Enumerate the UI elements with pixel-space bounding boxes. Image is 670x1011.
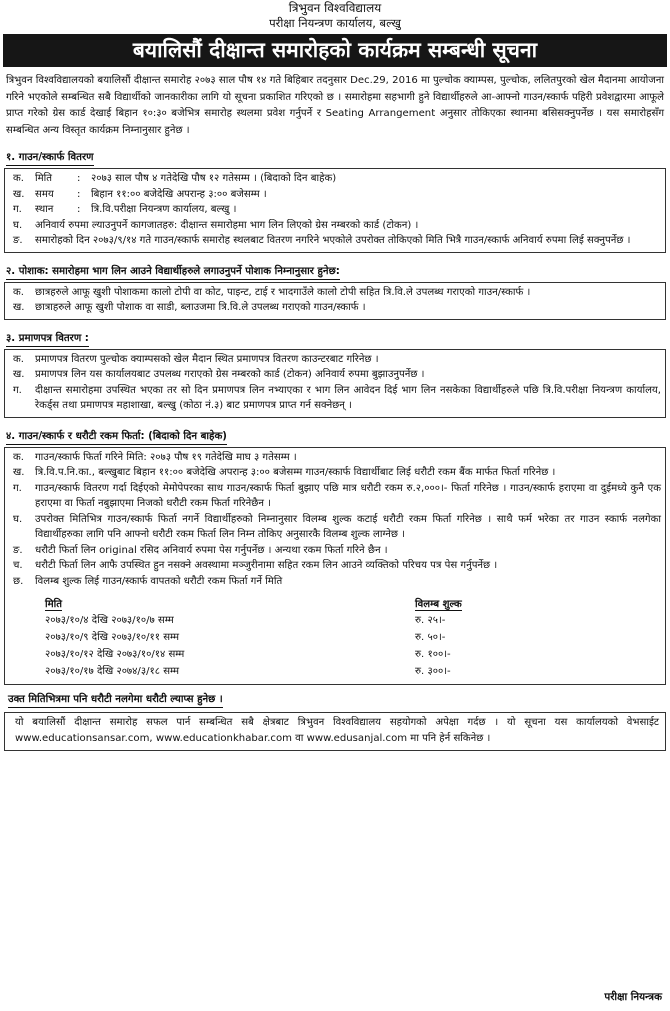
- item-text: त्रि.वि.प.नि.का., बल्खुबाट बिहान ११:०० बजेदेखि अपरान्ह ३:०० बजेसम्म गाउन/स्कार्फ विद्यार्थीबाट लिई धरौटी रकम बैंक मार्फत फिर्ता गरिनेछ ।: [35, 467, 556, 478]
- item-text: विलम्ब शुल्क लिई गाउन/स्कार्फ वापतको धरौटी रकम फिर्ता गर्ने मिति: [35, 575, 283, 587]
- item-marker: ख.: [13, 467, 25, 478]
- section-title: ३. प्रमाणपत्र वितरण :: [6, 332, 89, 347]
- item-marker: ङ.: [13, 235, 23, 246]
- list-item: [13, 481, 661, 512]
- section-gown-return-deposit: [0, 424, 670, 686]
- item-marker: ख.: [13, 302, 25, 313]
- item-marker: क.: [13, 353, 24, 365]
- item-marker: ङ.: [13, 544, 23, 556]
- list-item: [13, 383, 661, 414]
- list-item: [13, 233, 661, 249]
- item-text: गाउन/स्कार्फ वितरण गर्दा दिईएको मेमोपेपरका साथ गाउन/स्कार्फ फिर्ता बुझाए पछि मात्र धरौटी रकम रु.२,०००।- फिर्ता गरिनेछ । गाउन/स्कार्फ हराएमा वा दुईमध्ये कुनै एक हराएमा वा फिर्ता नबुझाएमा निजको धरौटी रकम फिर्ता गरिनेछैन ।: [35, 482, 661, 509]
- item-marker: घ.: [13, 219, 23, 231]
- deposit-lapse-warning: उक्त मितिभित्रमा पनि धरौटी नलगेमा धरौटी ल्याप्स हुनेछ ।: [8, 693, 223, 708]
- date-range-cell: २०७३/१०/४ देखि २०७३/१०/७ सम्म: [45, 615, 174, 626]
- table-header-row: [45, 597, 515, 612]
- table-row: [45, 663, 515, 680]
- item-text: दीक्षान्त समारोहमा उपस्थित भएका तर सो दिन प्रमाणपत्र लिन नभ्याएका र भाग लिन आवेदन दिई भाग लिन नसकेका विद्यार्थीहरुले पछि त्रि.वि.परीक्षा नियन्त्रण कार्यालय, रेकर्ड्स तथा प्रमाणपत्र महाशाखा, बल्खु (कोठा नं.३) बाट प्रमाणपत्र प्राप्त गर्न सक्नेछन् ।: [35, 384, 661, 411]
- table-row: [45, 646, 515, 663]
- university-name: त्रिभुवन विश्वविद्यालय: [288, 1, 382, 15]
- section-dress-code: [0, 259, 670, 320]
- item-label: स्थान: [35, 204, 54, 215]
- list-item: [13, 218, 661, 234]
- section-box: [4, 168, 666, 253]
- list-item: [13, 574, 661, 590]
- column-header-fee: विलम्ब शुल्क: [415, 599, 462, 610]
- list-item: क. मिति : २०७३ साल पौष ४ गतेदेखि पौष १२ गतेसम्म । (बिदाको दिन बाहेक): [13, 171, 661, 187]
- list-item: [13, 367, 661, 383]
- item-text: बिहान ११:०० बजेदेखि अपरान्ह ३:०० बजेसम्म ।: [91, 188, 267, 200]
- fee-cell: रु. ५०।-: [415, 632, 446, 643]
- item-text: अनिवार्य रुपमा ल्याउनुपर्ने कागजातहरु: दीक्षान्त समारोहमा भाग लिन लिएको ग्रेस नम्बरको कार्ड (टोकन) ।: [35, 219, 419, 231]
- item-marker: घ.: [13, 513, 23, 525]
- table-row: [45, 612, 515, 629]
- fee-cell: रु. १००।-: [415, 649, 451, 660]
- section-box: [4, 447, 666, 686]
- section-gown-distribution: [0, 145, 670, 253]
- item-marker: ग.: [13, 204, 22, 215]
- item-marker: ख.: [13, 188, 25, 200]
- date-range-cell: २०७३/१०/१७ देखि २०७४/३/१८ सम्म: [45, 666, 180, 677]
- item-marker: क.: [13, 451, 24, 463]
- item-text: समारोहको दिन २०७३/९/१४ गते गाउन/स्कार्फ समारोह स्थलबाट वितरण नगरिने भएकोले उपरोक्त तोकिएको मिति भित्रै गाउन/स्कार्फ अनिवार्य रुपमा लिई सक्नुपर्नेछ ।: [35, 235, 631, 246]
- intro-paragraph: त्रिभुवन विश्वविद्यालयको बयालिसौं दीक्षान्त समारोह २०७३ साल पौष १४ गते बिहिबार तदनुसार Dec.29, 2016 मा पुल्चोक क्याम्पस, पुल्चोक, ललितपुरको खेल मैदानमा आयोजना गरिने भएकोले सम्बन्धित सबै विद्यार्थीको जानकारीका लागि यो सूचना प्रकाशित गरिएको छ । समारोहमा सहभागी हुने विद्यार्थीहरुले आ-आफ्नो गाउन/स्कार्फ पहिरी प्रवेशद्वारमा आफूले प्राप्त गरेको ग्रेस कार्ड देखाई बिहान १०:३० बजेभित्र समारोह स्थलमा प्रवेश गर्नुपर्ने र Seating Arrangement अनुसार तोकिएका स्थानमा बसिसक्नुपर्नेछ । यस समारोहसँग सम्बन्धित अन्य विस्तृत कार्यक्रम निम्नानुसार हुनेछ ।: [6, 75, 664, 136]
- signatory-title: परीक्षा नियन्त्रक: [604, 991, 662, 1003]
- section-title: ४. गाउन/स्कार्फ र धरौटी रकम फिर्ता: (बिदाको दिन बाहेक): [6, 430, 227, 445]
- section-box: [4, 282, 666, 320]
- list-item: [13, 512, 661, 543]
- item-text: धरौटी फिर्ता लिन original रसिद अनिवार्य रुपमा पेस गर्नुपर्नेछ । अन्यथा रकम फिर्ता गरिने छैन ।: [35, 544, 388, 556]
- item-marker: छ.: [13, 575, 24, 587]
- item-marker: ग.: [13, 384, 22, 396]
- list-item: [13, 465, 661, 481]
- late-fee-table: [45, 597, 515, 680]
- office-name: परीक्षा नियन्त्रण कार्यालय, बल्खु: [269, 16, 401, 30]
- list-item: ग. स्थान : त्रि.वि.परीक्षा नियन्त्रण कार्यालय, बल्खु ।: [13, 202, 661, 218]
- item-marker: ख.: [13, 369, 25, 380]
- item-text: छात्रहरुले आफू खुशी पोशाकमा कालो टोपी वा कोट, पाइन्ट, टाई र भादगाउँले कालो टोपी सहित त्रि.वि.ले उपलब्ध गराएको गाउन/स्कार्फ ।: [35, 286, 531, 298]
- list-item: [13, 300, 661, 316]
- item-marker: च.: [13, 560, 23, 571]
- item-label: समय: [35, 188, 54, 200]
- list-item: [13, 352, 661, 368]
- item-marker: क.: [13, 286, 24, 298]
- item-text: त्रि.वि.परीक्षा नियन्त्रण कार्यालय, बल्खु ।: [91, 204, 237, 215]
- notice-title-banner: बयालिसौं दीक्षान्त समारोहको कार्यक्रम सम्बन्धी सूचना: [3, 34, 667, 67]
- list-item: ख. समय : बिहान ११:०० बजेदेखि अपरान्ह ३:०० बजेसम्म ।: [13, 187, 661, 203]
- item-text: धरौटी फिर्ता लिन आफै उपस्थित हुन नसक्ने अवस्थामा मञ्जुरीनामा सहित रकम लिन आउने व्यक्तिको परिचय पत्र पेस गर्नुपर्नेछ ।: [35, 560, 498, 571]
- list-item: [13, 285, 661, 301]
- item-text: प्रमाणपत्र वितरण पुल्चोक क्याम्पसको खेल मैदान स्थित प्रमाणपत्र वितरण काउन्टरबाट गरिनेछ ।: [35, 353, 379, 365]
- section-certificate-distribution: [0, 326, 670, 418]
- item-label: मिति: [35, 173, 53, 184]
- item-text: २०७३ साल पौष ४ गतेदेखि पौष १२ गतेसम्म । (बिदाको दिन बाहेक): [91, 173, 337, 184]
- date-range-cell: २०७३/१०/९ देखि २०७३/१०/११ सम्म: [45, 632, 180, 643]
- column-header-date: मिति: [45, 599, 63, 610]
- closing-note: यो बयालिसौं दीक्षान्त समारोह सफल पार्न सम्बन्धित सबै क्षेत्रबाट त्रिभुवन विश्वविद्यालय सहयोगको अपेक्षा गर्दछ । यो सूचना यस कार्यालयको वेभसाईट www.educationsansar.com, www.educationkhabar.com वा www.edusanjal.com मा पनि हेर्न सकिनेछ ।: [4, 712, 666, 751]
- list-item: [13, 558, 661, 574]
- item-text: छात्राहरुले आफू खुशी पोशाक वा साडी, ब्लाउजमा त्रि.वि.ले उपलब्ध गराएको गाउन/स्कार्फ ।: [35, 302, 366, 313]
- list-item: [13, 450, 661, 466]
- section-title: १. गाउन/स्कार्फ वितरण: [6, 151, 94, 166]
- section-box: [4, 349, 666, 418]
- notice-header: [0, 0, 670, 31]
- date-range-cell: २०७३/१०/१२ देखि २०७३/१०/१४ सम्म: [45, 649, 185, 660]
- fee-cell: रु. ३००।-: [415, 666, 451, 677]
- item-text: गाउन/स्कार्फ फिर्ता गरिने मिति: २०७३ पौष १९ गतेदेखि माघ ३ गतेसम्म ।: [35, 451, 297, 463]
- table-row: [45, 629, 515, 646]
- section-title: २. पोशाक: समारोहमा भाग लिन आउने विद्यार्थीहरुले लगाउनुपर्ने पोशाक निम्नानुसार हुनेछ:: [6, 265, 340, 280]
- item-marker: क.: [13, 173, 24, 184]
- item-text: प्रमाणपत्र लिन यस कार्यालयबाट उपलब्ध गराएको ग्रेस नम्बरको कार्ड (टोकन) अनिवार्य रुपमा बुझाउनुपर्नेछ ।: [35, 369, 425, 380]
- list-item: [13, 543, 661, 559]
- fee-cell: रु. २५।-: [415, 615, 446, 626]
- item-text: उपरोक्त मितिभित्र गाउन/स्कार्फ फिर्ता नगर्ने विद्यार्थीहरुको निम्नानुसार विलम्ब शुल्क कटाई धरौटी रकम फिर्ता गरिनेछ । साथै फर्म भरेका तर गाउन स्कार्फ नलगेका विद्यार्थीहरुका लागि पनि आफ्नो धरौटी रकम फिर्ता लिन निम्न तोकिए अनुसारकै विलम्ब शुल्क लाग्नेछ ।: [35, 513, 661, 540]
- item-marker: ग.: [13, 482, 22, 494]
